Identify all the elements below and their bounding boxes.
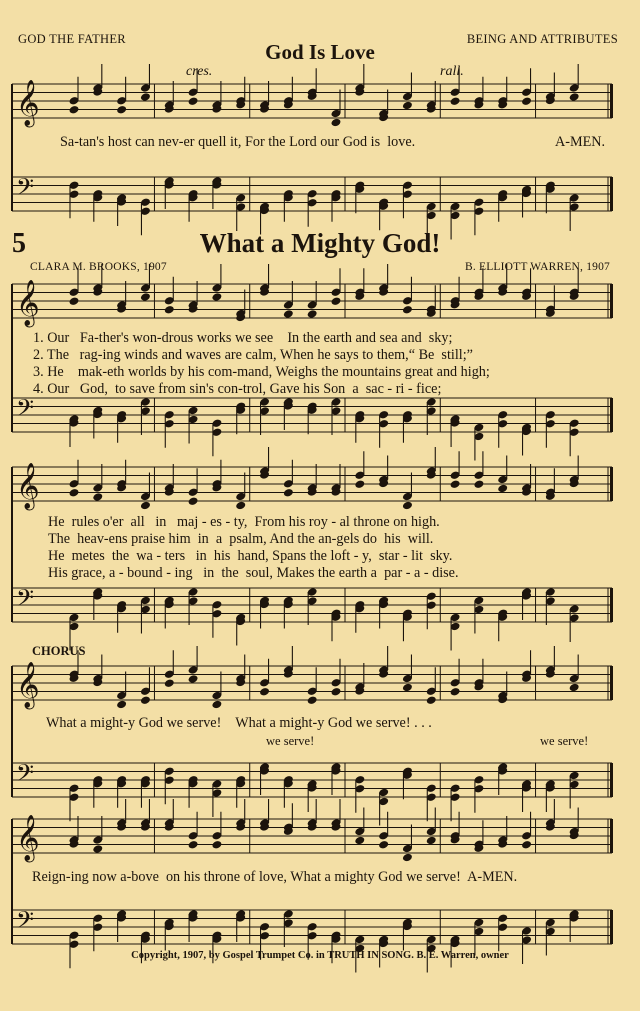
hymn-title-what-a-mighty-god: What a Mighty God! [199,228,441,258]
note-head [473,479,484,489]
note-head [69,105,80,115]
bass-clef-icon: 𝄢 [16,584,35,617]
note-head [164,305,175,315]
note-head [211,840,222,850]
note-head [402,305,413,315]
final-bar-line [610,819,613,853]
note-head [164,678,175,688]
note-head [188,496,199,506]
note-head [140,695,151,705]
copyright-notice: Copyright, 1907, by Gospel Trumpet Co. in TRUTH IN SONG. B. E. Warren, owner [131,950,509,961]
final-bar-line [610,284,613,318]
note-head [116,105,127,115]
note-head [497,484,508,494]
verse-2-line-2: The heav-ens praise him in a psalm, And the an-gels do his will. [48,531,434,547]
cres-marking: cres. [186,64,213,79]
final-bar-line [610,398,613,432]
note-head [521,840,532,850]
note-head [569,92,580,102]
verse-4-line-2: His grace, a - bound - ing in the soul, Makes the earth a par - a - dise. [48,565,459,581]
note-head [307,309,318,319]
chorus-line-1: What a might-y God we serve! What a might-y God we serve! . . . [46,715,432,731]
note-head [331,296,342,306]
chorus-echo-1: we serve! [266,734,315,748]
treble-clef-icon: 𝄞 [16,463,40,509]
note-head [450,96,461,106]
bass-clef-icon: 𝄢 [16,906,35,939]
verse-3-line-1: 3. He mak-eth worlds by his com-mand, Weighs the mountains great and high; [33,364,490,380]
rall-marking: rall. [440,64,464,79]
final-bar-line [610,666,613,700]
note-head [92,844,103,854]
note-head [378,840,389,850]
note-head [402,501,413,511]
hymn-number: 5 [12,228,26,259]
note-head [116,700,127,710]
note-head [235,501,246,511]
note-head [188,840,199,850]
verse-1-line-2: He rules o'er all in maj - es - ty, From his roy - al throne on high. [48,514,440,530]
note-head [188,96,199,106]
verse-3-line-2: He metes the wa - ters in his hand, Spans the loft - y, star - lit sky. [48,548,453,564]
note-head [283,309,294,319]
note-head [354,479,365,489]
verse-4-line-1: 4. Our God, to save from sin's con-trol, Gave his Son a sac - ri - fice; [33,381,442,397]
note-head [211,700,222,710]
note-head [188,674,199,684]
treble-clef-icon: 𝄞 [16,280,40,326]
final-bar-line [610,84,613,118]
note-head [450,479,461,489]
note-head [92,492,103,502]
note-head [450,687,461,697]
hymn-title-god-is-love: God Is Love [265,40,375,64]
note-head [140,292,151,302]
note-head [211,292,222,302]
chorus-label: CHORUS [32,644,86,658]
lyricist-credit: CLARA M. BROOKS, 1907 [30,261,167,273]
bass-clef-icon: 𝄢 [16,173,35,206]
bass-clef-icon: 𝄢 [16,394,35,427]
final-bar-line [610,588,613,622]
note-head [307,695,318,705]
note-head [331,118,342,128]
hymn1-amen: A-MEN. [555,134,606,150]
note-head [521,96,532,106]
note-head [69,296,80,306]
treble-clef-icon: 𝄞 [16,662,40,708]
chorus-line-2: Reign-ing now a-bove on his throne of love, What a mighty God we serve! A-MEN. [32,869,518,885]
note-head [331,687,342,697]
verse-2-line-1: 2. The rag-ing winds and waves are calm, When he says to them,“ Be still;” [33,347,473,363]
verse-1-line-1: 1. Our Fa-ther's won-drous works we see In the earth and sea and sky; [33,330,453,346]
final-bar-line [610,763,613,797]
note-head [402,853,413,863]
note-head [426,836,437,846]
note-head [402,683,413,693]
final-bar-line [610,467,613,501]
final-bar-line [610,177,613,211]
note-head [140,92,151,102]
chorus-echo-2: we serve! [540,734,589,748]
note-head [283,488,294,498]
bass-clef-icon: 𝄢 [16,759,35,792]
note-head [402,101,413,111]
final-bar-line [610,910,613,944]
treble-clef-icon: 𝄞 [16,80,40,126]
note-head [569,683,580,693]
section-header-left: GOD THE FATHER [18,32,126,46]
section-header-right: BEING AND ATTRIBUTES [466,32,618,46]
hymn1-lyrics: Sa-tan's host can nev-er quell it, For the Lord our God is love. [60,134,416,150]
note-head [426,695,437,705]
composer-credit: B. ELLIOTT WARREN, 1907 [464,261,610,273]
note-head [69,488,80,498]
note-head [140,501,151,511]
note-head [354,836,365,846]
treble-clef-icon: 𝄞 [16,815,40,861]
note-head [259,687,270,697]
